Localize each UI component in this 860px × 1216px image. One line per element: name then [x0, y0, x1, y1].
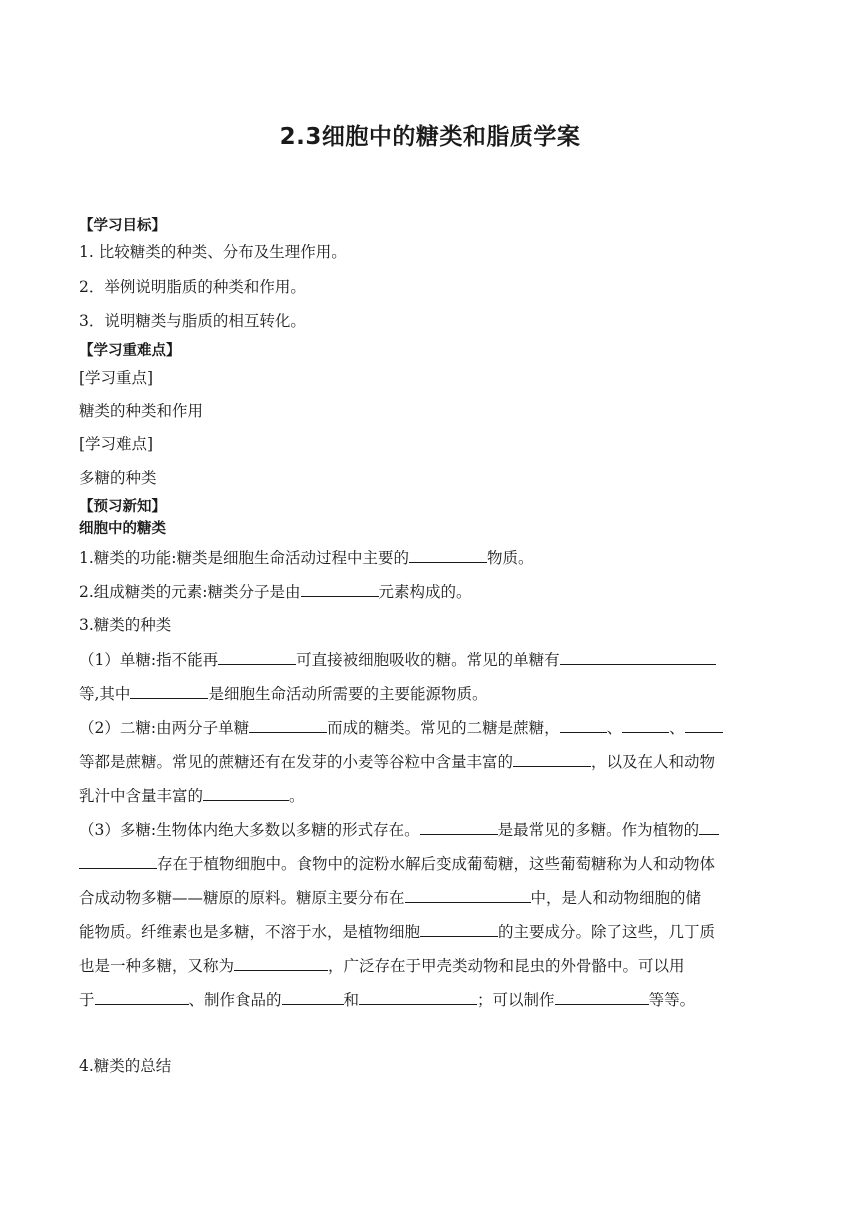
polysaccharide-line-1 — [79, 819, 719, 840]
mono-text: 可直接被细胞吸收的糖。常见的单糖有 — [296, 651, 560, 669]
fill-blank[interactable] — [560, 649, 716, 665]
poly-text: 于 — [79, 991, 95, 1009]
mono-text: 是细胞生命活动所需要的主要能源物质。 — [208, 685, 488, 703]
poly-text: 、制作食品的 — [188, 991, 282, 1009]
section-heading-goals: 【学习目标】 — [79, 218, 166, 234]
goal-item: 1. 比较糖类的种类、分布及生理作用。 — [79, 243, 347, 261]
question-3: 3.糖类的种类 — [79, 616, 172, 634]
di-text: 而成的糖类。常见的二糖是蔗糖， — [327, 719, 560, 737]
poly-text: ；可以制作 — [477, 991, 555, 1009]
q1-text-end: 物质。 — [487, 549, 534, 567]
section-heading-key-points: 【学习重难点】 — [79, 343, 181, 359]
question-4: 4.糖类的总结 — [79, 1057, 172, 1075]
fill-blank[interactable] — [301, 581, 379, 597]
polysaccharide-line-5 — [79, 955, 685, 976]
disaccharide-line-1 — [79, 717, 723, 738]
fill-blank[interactable] — [359, 989, 477, 1005]
fill-blank[interactable] — [405, 887, 531, 903]
page-title: 2.3细胞中的糖类和脂质学案 — [279, 124, 581, 150]
goal-item: 3．说明糖类与脂质的相互转化。 — [79, 312, 306, 330]
fill-blank[interactable] — [203, 785, 289, 801]
di-text: 。 — [289, 787, 305, 805]
section-heading-preview: 【预习新知】 — [79, 499, 166, 515]
poly-text: 和 — [343, 991, 360, 1009]
polysaccharide-line-2 — [79, 853, 715, 874]
poly-text: 也是一种多糖，又称为 — [79, 957, 235, 975]
poly-text: 存在于植物细胞中。食物中的淀粉水解后变成葡萄糖，这些葡萄糖称为人和动物体 — [157, 855, 716, 873]
polysaccharide-line-4 — [79, 921, 715, 942]
monosaccharide-line-2 — [79, 683, 487, 704]
fill-blank[interactable] — [699, 819, 719, 835]
focus-label: [学习重点] — [79, 369, 154, 387]
di-text: 等都是蔗糖。常见的蔗糖还有在发芽的小麦等谷粒中含量丰富的 — [79, 753, 514, 771]
question-2 — [79, 581, 472, 602]
di-text: ，以及在人和动物 — [591, 753, 716, 771]
fill-blank[interactable] — [249, 717, 327, 733]
fill-blank[interactable] — [420, 921, 498, 937]
disaccharide-line-3 — [79, 785, 305, 806]
fill-blank[interactable] — [409, 547, 487, 563]
polysaccharide-line-6 — [79, 989, 695, 1010]
di-text: （2）二糖:由两分子单糖 — [79, 719, 250, 737]
poly-text: 合成动物多糖——糖原的原料。糖原主要分布在 — [79, 889, 405, 907]
fill-blank[interactable] — [95, 989, 189, 1005]
poly-text: （3）多糖:生物体内绝大多数以多糖的形式存在。 — [79, 821, 420, 839]
monosaccharide-line-1 — [79, 649, 716, 670]
fill-blank[interactable] — [555, 989, 649, 1005]
fill-blank[interactable] — [685, 717, 723, 733]
poly-text: 是最常见的多糖。作为植物的 — [497, 821, 700, 839]
question-1 — [79, 547, 534, 568]
fill-blank[interactable] — [130, 683, 208, 699]
di-text: 乳汁中含量丰富的 — [79, 787, 204, 805]
difficulty-label: [学习难点] — [79, 435, 154, 453]
q2-text-end: 元素构成的。 — [378, 583, 472, 601]
fill-blank[interactable] — [560, 717, 607, 733]
fill-blank[interactable] — [282, 989, 344, 1005]
subheading-sugars: 细胞中的糖类 — [79, 521, 166, 537]
fill-blank[interactable] — [420, 819, 498, 835]
fill-blank[interactable] — [79, 853, 157, 869]
difficulty-text: 多糖的种类 — [79, 469, 157, 487]
fill-blank[interactable] — [234, 955, 328, 971]
di-text: 、 — [606, 719, 623, 737]
disaccharide-line-2 — [79, 751, 715, 772]
goal-item: 2．举例说明脂质的种类和作用。 — [79, 278, 306, 296]
poly-text: 能物质。纤维素也是多糖，不溶于水，是植物细胞 — [79, 923, 421, 941]
fill-blank[interactable] — [218, 649, 296, 665]
poly-text: 等等。 — [648, 991, 696, 1009]
fill-blank[interactable] — [622, 717, 669, 733]
mono-text: 等,其中 — [79, 685, 131, 703]
q2-text: 2.组成糖类的元素:糖类分子是由 — [79, 583, 301, 601]
polysaccharide-line-3 — [79, 887, 701, 908]
focus-text: 糖类的种类和作用 — [79, 402, 204, 420]
poly-text: ，广泛存在于甲壳类动物和昆虫的外骨骼中。可以用 — [328, 957, 685, 975]
q1-text: 1.糖类的功能:糖类是细胞生命活动过程中主要的 — [79, 549, 410, 567]
fill-blank[interactable] — [513, 751, 591, 767]
di-text: 、 — [669, 719, 685, 737]
poly-text: 中，是人和动物细胞的储 — [530, 889, 702, 907]
mono-text: （1）单糖:指不能再 — [79, 651, 219, 669]
poly-text: 的主要成分。除了这些，几丁质 — [498, 923, 716, 941]
